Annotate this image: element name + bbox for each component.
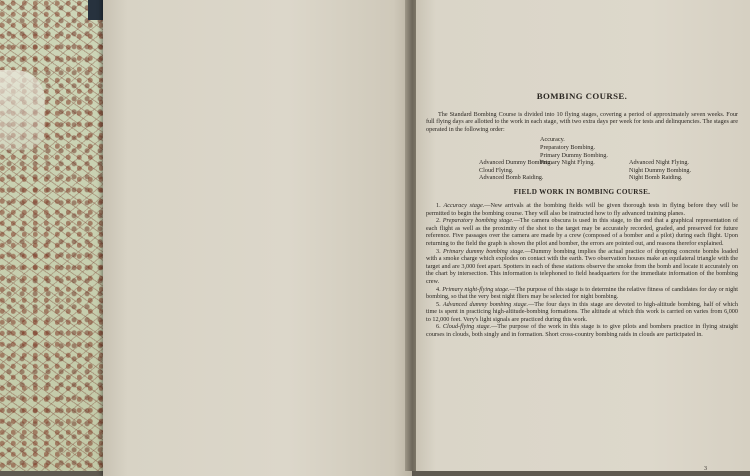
paragraph-text: —The purpose of the work in this stage is to give pilots and bombers practice in flying straight courses in clouds, both singly and in formation. Short cross-country bombing raids in clouds are participated in. bbox=[426, 323, 739, 339]
intro-paragraph: The Standard Bombing Course is divided into 10 flying stages, covering a period of approximately seven weeks. Four full flying days are allotted to the work in each stage, with two extra days per week for tests and delinquencies. The stages are operated in the following order: bbox=[426, 110, 738, 133]
paragraph-text: —The camera obscura is used in this stage, to the end that a graphical representation of each flight as well as the proximity of the shot to the target may be accurately recorded, graded, and preserved for future reference. Five passages over the camera are made by a crew (composed of a bomber and a pilot) during each flight. Upon returning to the field the graph is shown the pilot and bomber, the errors are pointed out, and reasons therefor explained. bbox=[426, 217, 739, 247]
stage-paragraph bbox=[426, 323, 738, 338]
paragraph-number: 4. bbox=[436, 285, 441, 293]
stage-list bbox=[426, 136, 738, 186]
paragraph-number: 6. bbox=[436, 323, 441, 331]
paragraph-number: 1. bbox=[436, 201, 441, 209]
page-number: 3 bbox=[704, 466, 707, 472]
stage-pair bbox=[479, 159, 739, 167]
stage-item: Night Bomb Raiding. bbox=[629, 174, 683, 182]
stage-list-pairs bbox=[479, 159, 739, 182]
stage-term: Accuracy stage. bbox=[443, 201, 485, 209]
stage-item: Advanced Bomb Raiding. bbox=[479, 174, 544, 182]
page-title: BOMBING COURSE. bbox=[536, 91, 628, 101]
stage-term: Preparatory bombing stage. bbox=[442, 217, 514, 225]
paragraph-number: 2. bbox=[436, 217, 441, 225]
stage-item: Accuracy. bbox=[540, 136, 565, 144]
stage-paragraph bbox=[426, 286, 738, 301]
stage-term: Advanced dummy bombing stage. bbox=[442, 300, 529, 308]
paragraph-text: —New arrivals at the bombing fields will be given thorough tests in flying before they will be permitted to begin the bombing course. They will also be instructed how to fly advanced training planes. bbox=[426, 201, 739, 217]
stage-item: Cloud Flying. bbox=[479, 166, 514, 174]
stage-term: Primary night-flying stage. bbox=[442, 285, 510, 293]
stage-pair bbox=[479, 167, 739, 175]
stage-paragraph bbox=[426, 301, 738, 324]
paragraph-number: 5. bbox=[436, 300, 441, 308]
paragraph-text: —Dummy bombing implies the actual practice of dropping concrete bombs loaded with a smoke charge which explodes on contact with the earth. Two observation houses make an equilateral triangle with the target and are 3,000 feet apart. Spotters in each of these stations observe the smoke from the bomb and locate it accurately on the chart by intersection. This information is telephoned to field headquarters for the immediate information of the bombing crew. bbox=[426, 247, 738, 285]
stage-item: Primary Dummy Bombing. bbox=[540, 151, 608, 159]
stage-pair bbox=[479, 174, 739, 182]
stage-paragraph bbox=[426, 248, 738, 286]
stage-item: Advanced Night Flying. bbox=[629, 159, 689, 167]
paragraph-text: —The four days in this stage are devoted to high-altitude bombing, half of which time is spent in practicing high-altitude-bombing formations. The altitude at which this work is carried on varies from 6,000 to 12,000 feet. Very's light signals are practiced during this work. bbox=[426, 300, 739, 323]
section-subtitle: FIELD WORK IN BOMBING COURSE. bbox=[513, 188, 651, 197]
stage-item: Advanced Dummy Bombing. bbox=[479, 159, 553, 167]
blank-left-page bbox=[103, 0, 412, 476]
stage-item: Primary Night Flying. bbox=[540, 159, 595, 167]
paragraph-number: 3. bbox=[436, 247, 441, 255]
stage-term: Primary dummy bombing stage. bbox=[442, 247, 525, 255]
stage-paragraph bbox=[426, 202, 738, 217]
printed-right-page bbox=[416, 0, 750, 471]
endpaper-wear bbox=[0, 70, 45, 150]
stage-term: Cloud-flying stage. bbox=[442, 323, 492, 331]
page-content bbox=[426, 93, 738, 339]
stage-item: Night Dummy Bombing. bbox=[629, 166, 692, 174]
paragraph-text: —The purpose of this stage is to determine the relative fitness of candidates for day or night bombing, so that the very best night fliers may be selected for night bombing. bbox=[426, 285, 739, 301]
stage-paragraph bbox=[426, 217, 738, 247]
stage-item: Preparatory Bombing. bbox=[540, 143, 595, 151]
